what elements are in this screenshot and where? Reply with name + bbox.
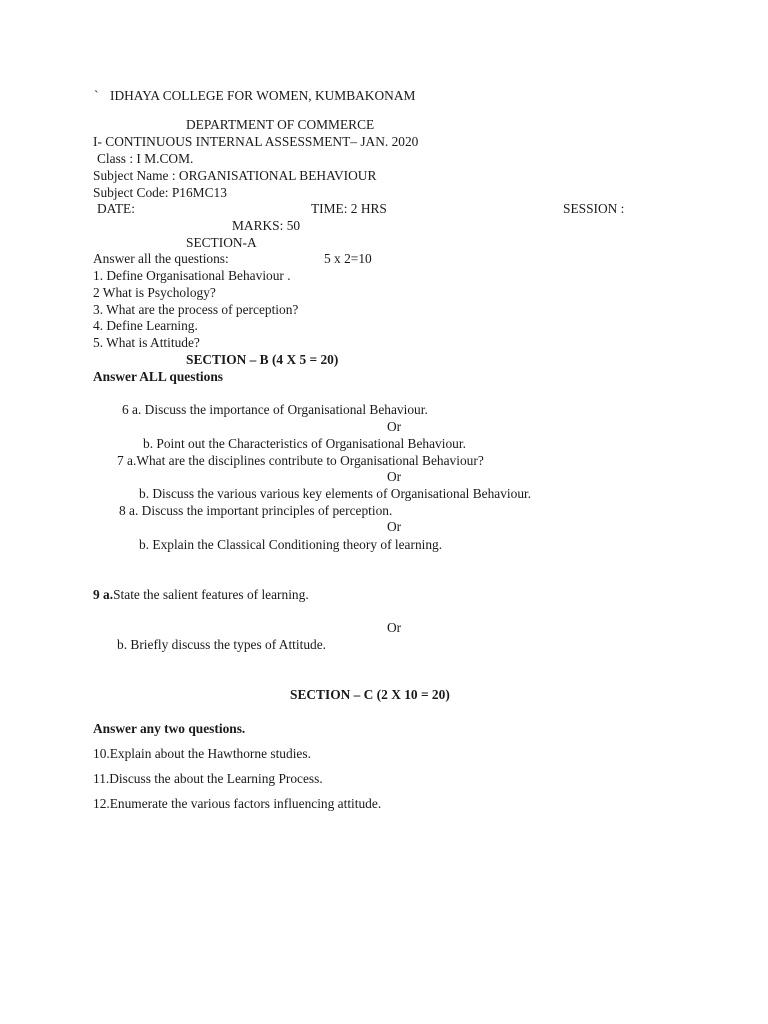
tick-mark: ` bbox=[94, 88, 99, 103]
section-b-title: SECTION – B (4 X 5 = 20) bbox=[186, 352, 339, 367]
question-5: 5. What is Attitude? bbox=[93, 335, 200, 350]
date-label: DATE: bbox=[97, 201, 135, 216]
question-11: 11.Discuss the about the Learning Process. bbox=[93, 771, 323, 786]
session-label: SESSION : bbox=[563, 201, 625, 216]
question-10: 10.Explain about the Hawthorne studies. bbox=[93, 746, 311, 761]
question-12: 12.Enumerate the various factors influencing attitude. bbox=[93, 796, 382, 811]
question-9a bbox=[93, 587, 309, 603]
question-7b: b. Discuss the various various key elements of Organisational Behaviour. bbox=[139, 486, 532, 501]
time-label: TIME: 2 HRS bbox=[311, 201, 387, 216]
section-a-title: SECTION-A bbox=[186, 235, 257, 250]
question-9a-number: 9 a. bbox=[93, 587, 114, 602]
or-separator-8: Or bbox=[387, 519, 402, 534]
or-separator-9: Or bbox=[387, 620, 402, 635]
subject-code: Subject Code: P16MC13 bbox=[93, 185, 227, 200]
or-separator-6: Or bbox=[387, 419, 402, 434]
question-8b: b. Explain the Classical Conditioning theory of learning. bbox=[139, 537, 443, 552]
or-separator-7: Or bbox=[387, 469, 402, 484]
subject-name: Subject Name : ORGANISATIONAL BEHAVIOUR bbox=[93, 168, 377, 183]
college-name: IDHAYA COLLEGE FOR WOMEN, KUMBAKONAM bbox=[110, 88, 416, 103]
marks-total: MARKS: 50 bbox=[232, 218, 301, 233]
section-a-marks: 5 x 2=10 bbox=[324, 251, 372, 266]
section-b-instruction: Answer ALL questions bbox=[93, 369, 223, 384]
department-name: DEPARTMENT OF COMMERCE bbox=[186, 117, 375, 132]
question-2: 2 What is Psychology? bbox=[93, 285, 216, 300]
section-c-title: SECTION – C (2 X 10 = 20) bbox=[290, 687, 450, 702]
question-3: 3. What are the process of perception? bbox=[93, 302, 299, 317]
class-line: Class : I M.COM. bbox=[97, 151, 194, 166]
question-9a-text: State the salient features of learning. bbox=[113, 587, 309, 602]
section-c-instruction: Answer any two questions. bbox=[93, 721, 246, 736]
assessment-title: I- CONTINUOUS INTERNAL ASSESSMENT– JAN. 2020 bbox=[93, 134, 419, 149]
question-7a: 7 a.What are the disciplines contribute to Organisational Behaviour? bbox=[117, 453, 484, 468]
question-6b: b. Point out the Characteristics of Organisational Behaviour. bbox=[143, 436, 466, 451]
question-1: 1. Define Organisational Behaviour . bbox=[93, 268, 291, 283]
question-9b: b. Briefly discuss the types of Attitude. bbox=[117, 637, 327, 652]
question-8a: 8 a. Discuss the important principles of perception. bbox=[119, 503, 393, 518]
question-4: 4. Define Learning. bbox=[93, 318, 198, 333]
question-6a: 6 a. Discuss the importance of Organisational Behaviour. bbox=[122, 402, 428, 417]
section-a-instruction: Answer all the questions: bbox=[93, 251, 229, 266]
